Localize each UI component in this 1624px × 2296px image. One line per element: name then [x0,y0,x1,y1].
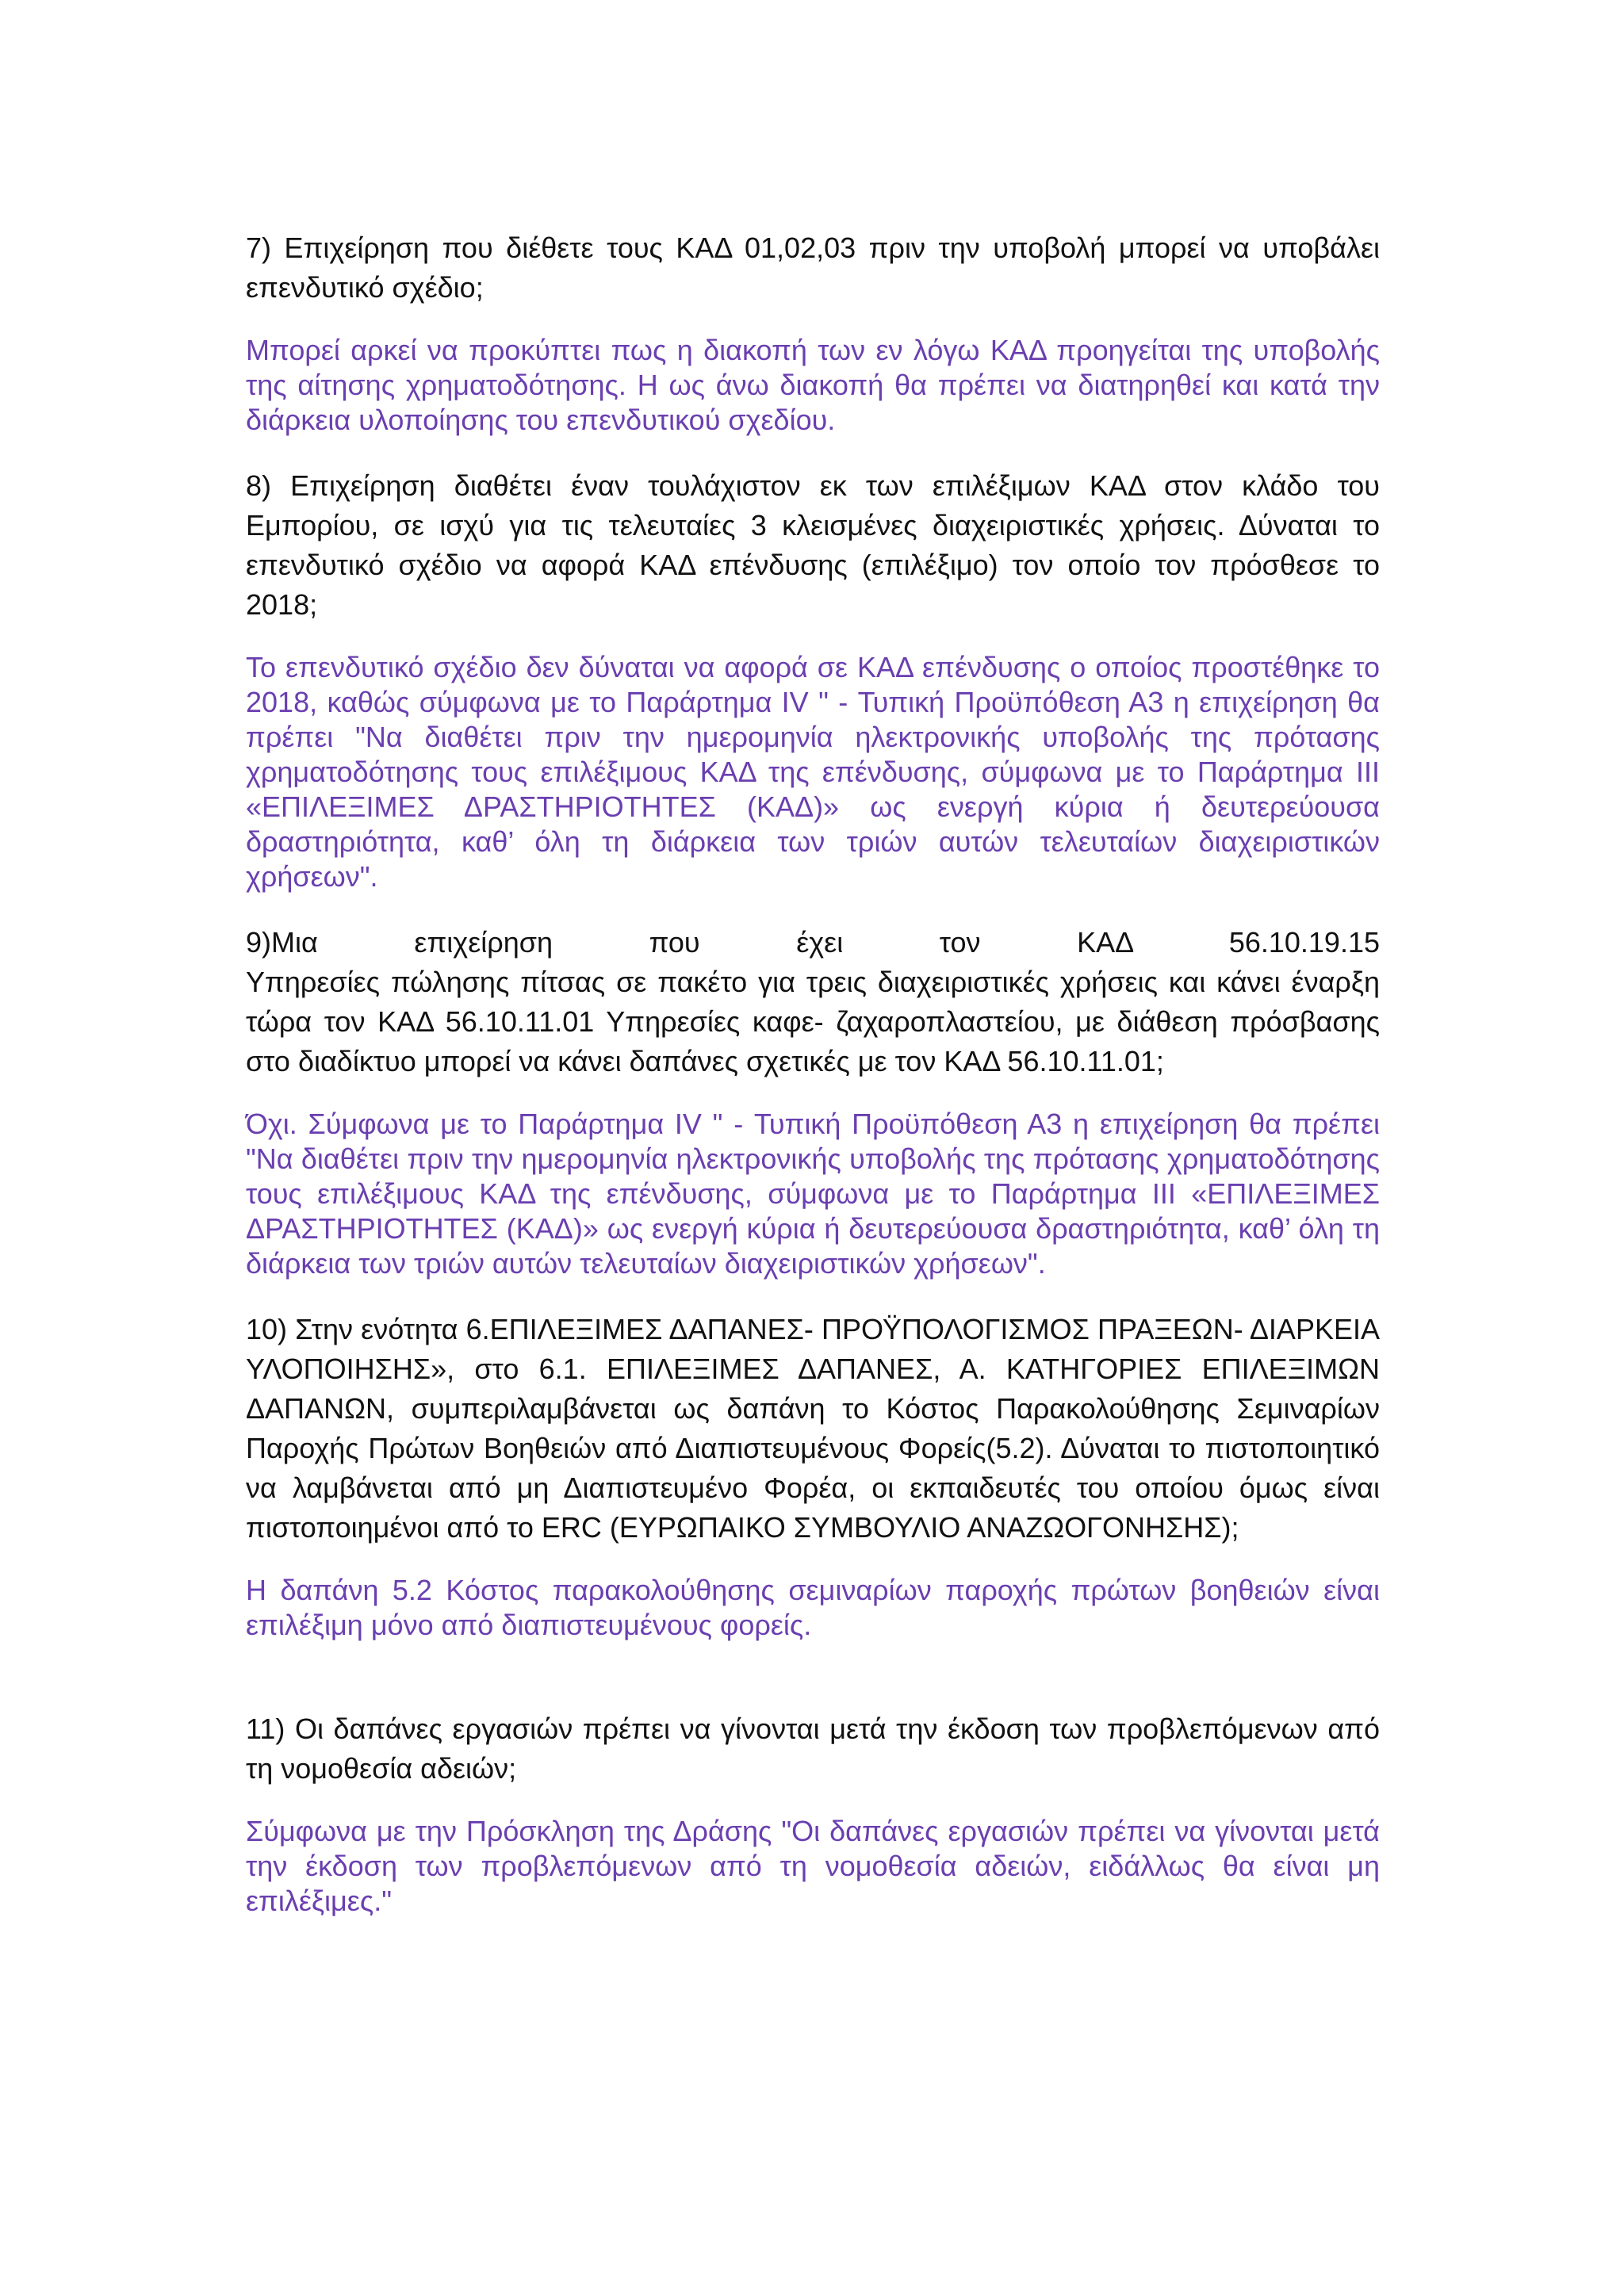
answer-10: Η δαπάνη 5.2 Κόστος παρακολούθησης σεμιναρίων παροχής πρώτων βοηθειών είναι επιλέξιμη μόνο από διαπιστευμένους φορείς. [246,1574,1380,1641]
question-9-line-1: 9)Μια επιχείρηση που έχει τον ΚΑΔ 56.10.19.15 [246,926,1380,959]
question-11: 11) Οι δαπάνες εργασιών πρέπει να γίνονται μετά την έκδοση των προβλεπόμενων από τη νομοθεσία αδειών; [246,1712,1380,1785]
answer-8: Το επενδυτικό σχέδιο δεν δύναται να αφορά σε ΚΑΔ επένδυσης ο οποίος προστέθηκε το 2018, καθώς σύμφωνα με το Παράρτημα IV " - Τυπική Προϋπόθεση Α3 η επιχείρηση θα πρέπει "Να διαθέτει πριν την ημερομηνία ηλεκτρονικής υποβολής της πρότασης χρηματοδότησης τους επιλέξιμους ΚΑΔ της επένδυσης, σύμφωνα με το Παράρτημα ΙΙΙ «ΕΠΙΛΕΞΙΜΕΣ ΔΡΑΣΤΗΡΙΟΤΗΤΕΣ (ΚΑΔ)» ως ενεργή κύρια ή δευτερεύουσα δραστηριότητα, καθ’ όλη τη διάρκεια των τριών αυτών τελευταίων διαχειριστικών χρήσεων". [246,651,1380,893]
question-10: 10) Στην ενότητα 6.ΕΠΙΛΕΞΙΜΕΣ ΔΑΠΑΝΕΣ- ΠΡΟΫΠΟΛΟΓΙΣΜΟΣ ΠΡΑΞΕΩΝ- ΔΙΑΡΚΕΙΑ ΥΛΟΠΟΙΗΣΗΣ», στο 6.1. ΕΠΙΛΕΞΙΜΕΣ ΔΑΠΑΝΕΣ, Α. ΚΑΤΗΓΟΡΙΕΣ ΕΠΙΛΕΞΙΜΩΝ ΔΑΠΑΝΩΝ, συμπεριλαμβάνεται ως δαπάνη το Κόστος Παρακολούθησης Σεμιναρίων Παροχής Πρώτων Βοηθειών από Διαπιστευμένους Φορείς(5.2). Δύναται το πιστοποιητικό να λαμβάνεται από μη Διαπιστευμένο Φορέα, οι εκπαιδευτές του οποίου όμως είναι πιστοποιημένοι από το ERC (ΕΥΡΩΠΑΙΚΟ ΣΥΜΒΟΥΛΙΟ ΑΝΑΖΩΟΓΟΝΗΣΗΣ); [246,1313,1380,1544]
question-8: 8) Επιχείρηση διαθέτει έναν τουλάχιστον εκ των επιλέξιμων ΚΑΔ στον κλάδο του Εμπορίου, σε ισχύ για τις τελευταίες 3 κλεισμένες διαχειριστικές χρήσεις. Δύναται το επενδυτικό σχέδιο να αφορά ΚΑΔ επένδυσης (επιλέξιμο) τον οποίο τον πρόσθεσε το 2018; [246,469,1380,621]
question-9 [246,923,1380,1081]
question-9-rest: Υπηρεσίες πώλησης πίτσας σε πακέτο για τρεις διαχειριστικές χρήσεις και κάνει έναρξη τώρα τον ΚΑΔ 56.10.11.01 Υπηρεσίες καφε- ζαχαροπλαστείου, με διάθεση πρόσβασης στο διαδίκτυο μπορεί να κάνει δαπάνες σχετικές με τον ΚΑΔ 56.10.11.01; [246,966,1380,1077]
question-7: 7) Επιχείρηση που διέθετε τους ΚΑΔ 01,02,03 πριν την υποβολή μπορεί να υποβάλει επενδυτικό σχέδιο; [246,232,1380,304]
document-body [246,228,1380,1919]
answer-9: Όχι. Σύμφωνα με το Παράρτημα IV " - Τυπική Προϋπόθεση Α3 η επιχείρηση θα πρέπει "Να διαθέτει πριν την ημερομηνία ηλεκτρονικής υποβολής της πρότασης χρηματοδότησης τους επιλέξιμους ΚΑΔ της επένδυσης, σύμφωνα με το Παράρτημα ΙΙΙ «ΕΠΙΛΕΞΙΜΕΣ ΔΡΑΣΤΗΡΙΟΤΗΤΕΣ (ΚΑΔ)» ως ενεργή κύρια ή δευτερεύουσα δραστηριότητα, καθ’ όλη τη διάρκεια των τριών αυτών τελευταίων διαχειριστικών χρήσεων". [246,1108,1380,1280]
answer-7: Μπορεί αρκεί να προκύπτει πως η διακοπή των εν λόγω ΚΑΔ προηγείται της υποβολής της αίτησης χρηματοδότησης. Η ως άνω διακοπή θα πρέπει να διατηρηθεί και κατά την διάρκεια υλοποίησης του επενδυτικού σχεδίου. [246,334,1380,436]
answer-11: Σύμφωνα με την Πρόσκληση της Δράσης "Οι δαπάνες εργασιών πρέπει να γίνονται μετά την έκδοση των προβλεπόμενων από τη νομοθεσία αδειών, ειδάλλως θα είναι μη επιλέξιμες." [246,1815,1380,1917]
